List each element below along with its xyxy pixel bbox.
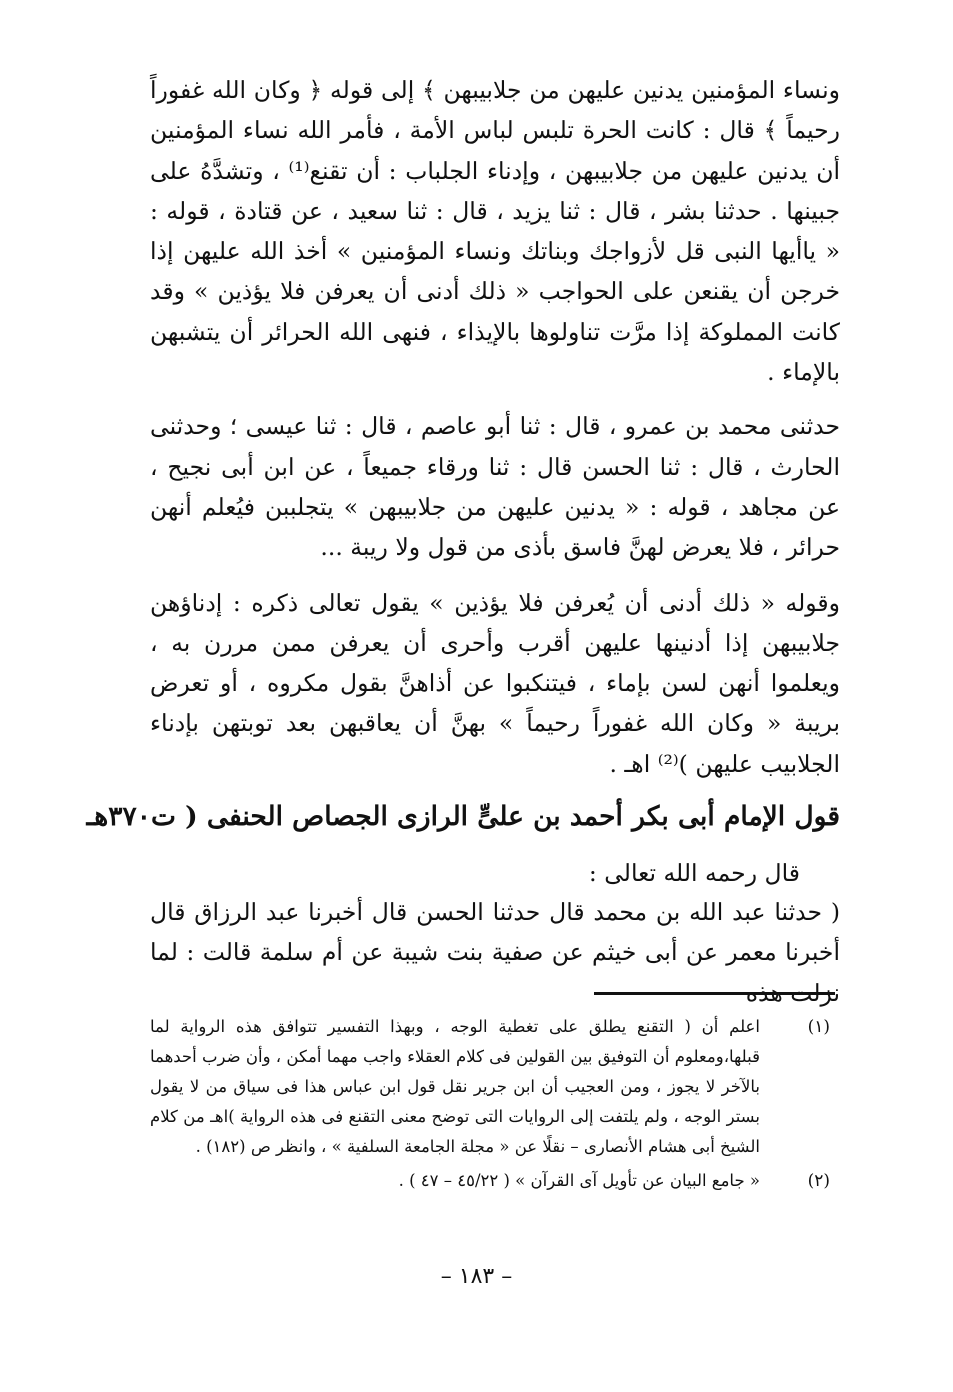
- paragraph-1: ونساء المؤمنين يدنين عليهن من جلابيبهن ﴾ إلى قوله ﴿ وكان الله غفوراً رحيماً ﴾ قال : كانت الحرة تلبس لباس الأمة ، فأمر الله نساء المؤمنين أن يدنين عليهن من جلابيبهن ، وإدناء الجلباب : أن تقنع⁽¹⁾ ، وتشدَّهُ على جبينها . حدثنا بشر ، قال : ثنا يزيد ، قال : ثنا سعيد ، عن قتادة ، قوله : « ياأيها النبى قل لأزواجك وبناتك ونساء المؤمنين » أخذ الله عليهن إذا خرجن أن يقنعن على الحواجب « ذلك أدنى أن يعرفن فلا يؤذين » وقد كانت المملوكة إذا مرَّت تناولوها بالإيذاء ، فنهى الله الحرائر أن يتشبهن بالإماء .: [150, 76, 840, 387]
- section-heading: قول الإمام أبى بكر أحمد بن علىٍّ الرازى الجصاص الحنفى ( ت٣٧٠هـ: [86, 801, 840, 833]
- footnote-number: (١): [807, 1017, 830, 1037]
- quote-intro: قال رحمه الله تعالى :: [588, 859, 800, 888]
- footnote-number: (٢): [807, 1171, 830, 1191]
- paragraph-2: حدثنى محمد بن عمرو ، قال : ثنا أبو عاصم ، قال : ثنا عيسى ؛ وحدثنى الحارث ، قال : ثنا الحسن قال : ثنا ورقاء جميعاً ، عن ابن أبى نجيح ، عن مجاهد ، قوله : « يدنين عليهن من جلابيبهن » يتجلببن فيُعلم أنهن حرائر ، فلا يعرض لهنَّ فاسق بأذى من قول ولا ريبة ...: [150, 412, 840, 562]
- paragraph-4: ( حدثنا عبد الله بن محمد قال حدثنا الحسن قال أخبرنا عبد الرزاق قال أخبرنا معمر عن أبى خيثم عن صفية بنت شيبة عن أم سلمة قالت : لما نزلت هذه: [150, 898, 840, 1007]
- footnote-text: « جامع البيان عن تأويل آى القرآن » ( ٤٥/٢٢ – ٤٧ ) .: [398, 1171, 760, 1190]
- footnote-1: [150, 1012, 840, 1162]
- footnote-2: [150, 1166, 840, 1196]
- footnote-divider: [594, 992, 835, 995]
- footnote-text: اعلم أن ( التقنع يطلق على تغطية الوجه ، وبهذا التفسير تتوافق هذه الرواية لما قبلها،ومعلوم أن التوفيق بين القولين فى كلام العقلاء واجب مهما أمكن ، وأن ضرب أحدهما بالآخر لا يجوز ، ومن العجيب أن ابن جرير نقل قول ابن عباس هذا فى سياق من لا يقول بستر الوجه ، ولم يلتفت إلى الروايات التى توضح معنى التقنع فى هذه الرواية )اهـ من كلام الشيخ أبى هشام الأنصارى – نقلًا عن « مجلة الجامعة السلفية » ، وانظر ص (١٨٢) .: [150, 1017, 760, 1156]
- footnotes: [150, 1012, 840, 1196]
- main-text: [86, 70, 840, 1013]
- paragraph-3: وقوله « ذلك أدنى أن يُعرفن فلا يؤذين » يقول تعالى ذكره : إدناؤهن جلابيبهن إذا أدنينها عليهن أقرب وأحرى أن يعرفن ممن مررن به ، ويعلموا أنهن لسن بإماء ، فيتنكبوا عن أذاهنَّ بقول مكروه ، أو تعرض بريبة « وكان الله غفوراً رحيماً » بهنَّ أن يعاقبهن بعد توبتهن بإدناء الجلابيب عليهن )⁽²⁾ اهـ .: [150, 588, 840, 778]
- page-number: – ١٨٣ –: [440, 1264, 513, 1289]
